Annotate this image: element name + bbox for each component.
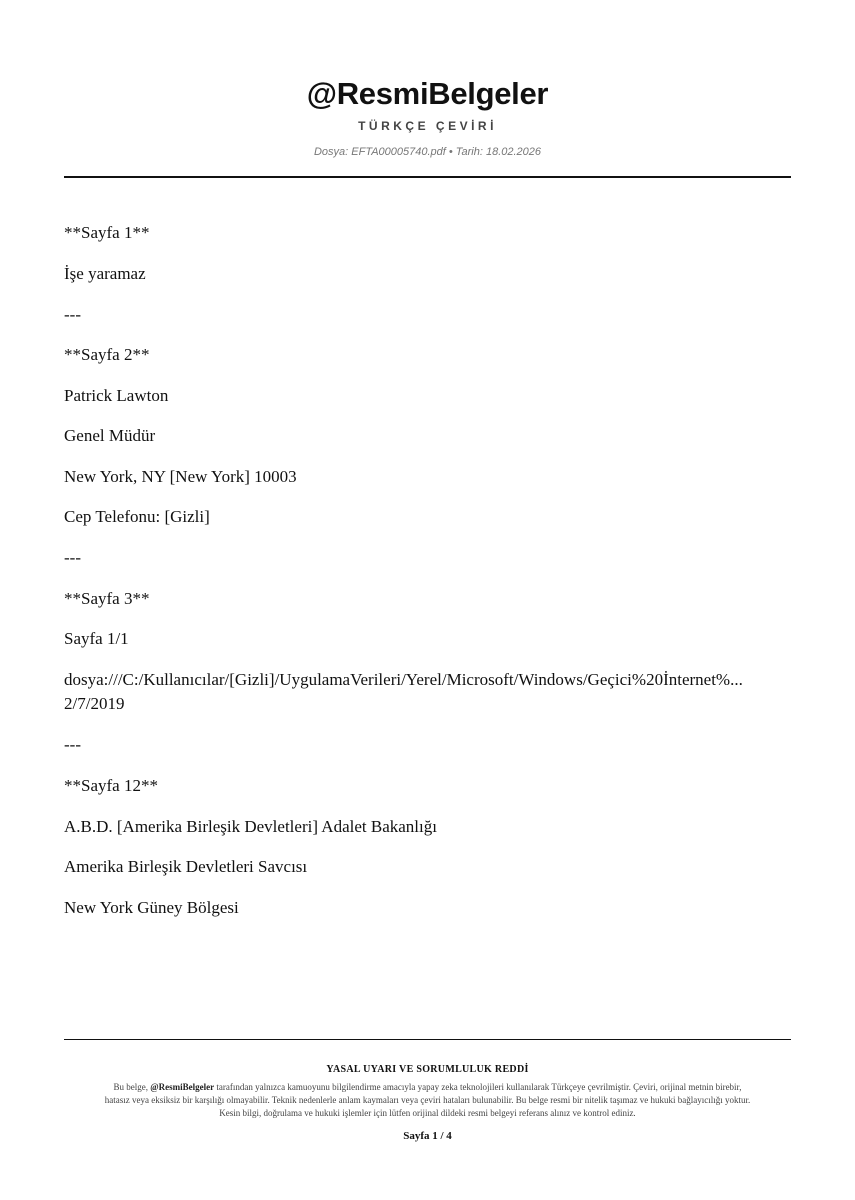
separator: --- xyxy=(64,305,81,324)
attorney-line: Amerika Birleşik Devletleri Savcısı xyxy=(64,857,308,876)
page-2-heading: **Sayfa 2** xyxy=(64,345,150,364)
contact-phone: Cep Telefonu: [Gizli] xyxy=(64,507,210,526)
contact-name: Patrick Lawton xyxy=(64,386,169,405)
separator: --- xyxy=(64,548,81,567)
contact-title: Genel Müdür xyxy=(64,426,156,445)
file-date-line: 2/7/2019 xyxy=(64,694,125,713)
page-number: Sayfa 1 / 4 xyxy=(403,1130,452,1142)
separator: --- xyxy=(64,735,81,754)
disclaimer-prefix: Bu belge, xyxy=(113,1082,151,1092)
contact-address: New York, NY [New York] 10003 xyxy=(64,467,297,486)
page-12-heading: **Sayfa 12** xyxy=(64,776,158,795)
disclaimer-brand: @ResmiBelgeler xyxy=(150,1082,215,1092)
page-3-page-count: Sayfa 1/1 xyxy=(64,629,129,648)
disclaimer-body: tarafından yalnızca kamuoyunu bilgilendirme amacıyla yapay zeka teknolojileri kullanılarak Türkçeye çevrilmiştir. Çeviri, orijinal metnin birebir, hatasız veya eksiksiz bir karşılığı olmayabilir. Teknik nedenlerle anlam kaymaları veya çeviri hataları bulunabilir. Bu belge resmi bir nitelik taşımaz ve hukuki bağlayıcılığı yoktur. Kesin bilgi, doğrulama ve hukuki işlemler için lütfen orijinal dildeki resmi belgeyi referans alınız ve kontrol ediniz. xyxy=(104,1082,751,1118)
footer-divider xyxy=(64,1039,791,1040)
page-3-heading: **Sayfa 3** xyxy=(64,589,150,608)
file-info: Dosya: EFTA00005740.pdf • Tarih: 18.02.2026 xyxy=(313,146,542,158)
disclaimer-title: YASAL UYARI VE SORUMLULUK REDDİ xyxy=(326,1064,529,1075)
disclaimer-text xyxy=(100,1081,755,1120)
file-path-line: dosya:///C:/Kullanıcılar/[Gizli]/UygulamaVerileri/Yerel/Microsoft/Windows/Geçici%20İnternet%... xyxy=(64,670,743,689)
page-1-text: İşe yaramaz xyxy=(64,264,146,283)
district-line: New York Güney Bölgesi xyxy=(64,898,239,917)
brand-title: @ResmiBelgeler xyxy=(306,76,549,111)
page-1-heading: **Sayfa 1** xyxy=(64,223,150,242)
department-line: A.B.D. [Amerika Birleşik Devletleri] Adalet Bakanlığı xyxy=(64,817,437,836)
document-subtitle: TÜRKÇE ÇEVİRİ xyxy=(358,119,497,133)
header-divider xyxy=(64,176,791,178)
